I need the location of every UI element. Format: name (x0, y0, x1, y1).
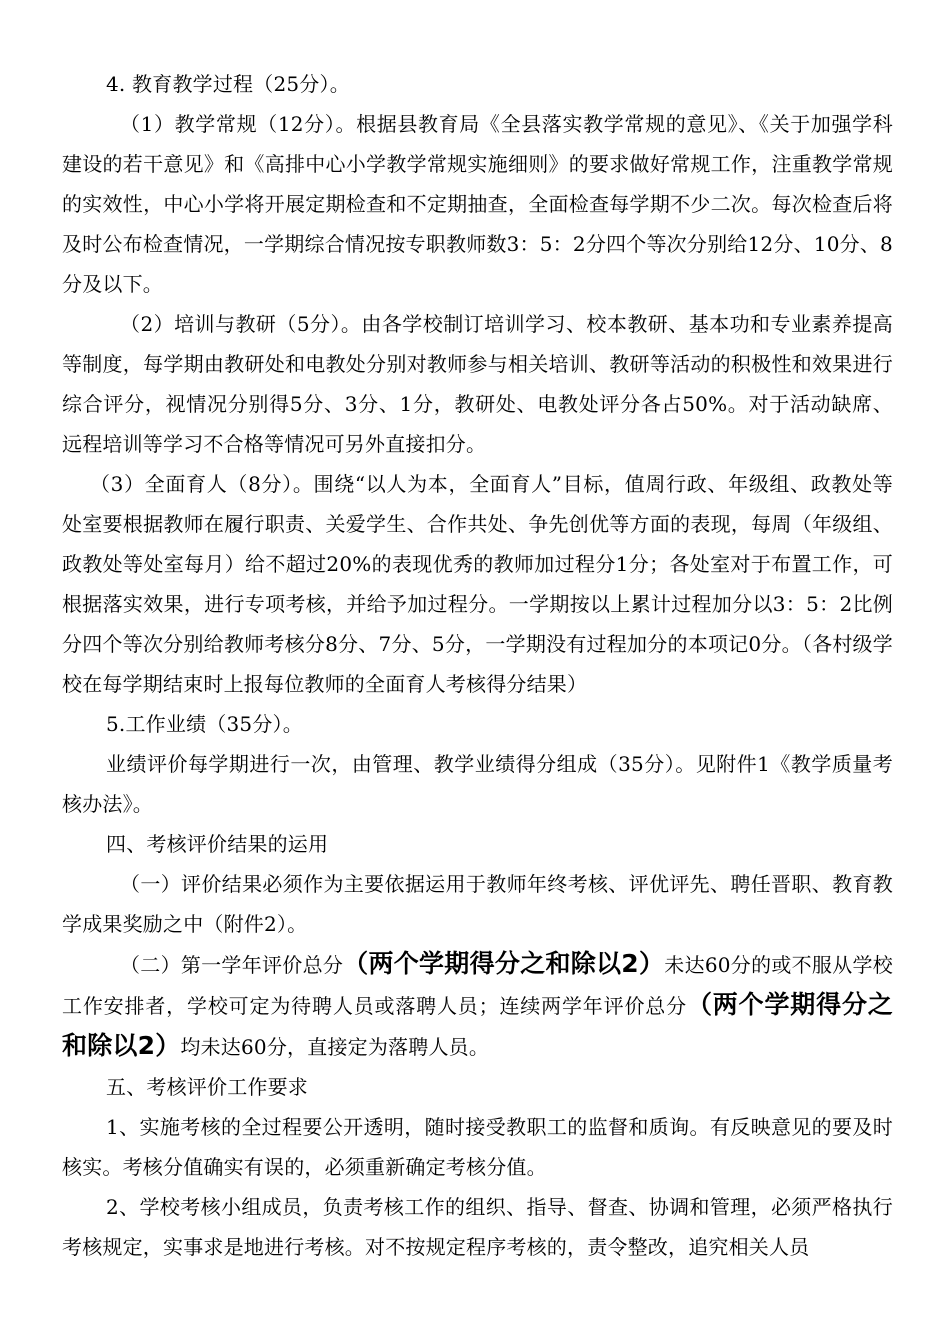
paragraph-all-round-education: （3）全面育人（8分）。围绕“以人为本，全面育人”目标，值周行政、年级组、政教处等处室要根据教师在履行职责、关爱学生、合作共处、争先创优等方面的表现，每周（年级组、政教处等处室每月）给不超过20%的表现优秀的教师加过程分1分；各处室对于布置工作，可根据落实效果，进行专项考核，并给予加过程分。一学期按以上累计过程加分以3：5：2比例分四个等次分别给教师考核分8分、7分、5分，一学期没有过程加分的本项记0分。（各村级学校在每学期结束时上报每位教师的全面育人考核得分结果） (62, 472, 893, 696)
document-page (62, 64, 893, 1267)
paragraph-requirement-2: 2、学校考核小组成员，负责考核工作的组织、指导、督查、协调和管理，必须严格执行考核规定，实事求是地进行考核。对不按规定程序考核的，责令整改，追究相关人员 (62, 1195, 893, 1259)
paragraph-first-year-score (62, 944, 893, 1067)
paragraph-training-research: （2）培训与教研（5分）。由各学校制订培训学习、校本教研、基本功和专业素养提高等制度，每学期由教研处和电教处分别对教师参与相关培训、教研等活动的积极性和效果进行综合评分，视情况分别得5分、3分、1分，教研处、电教处评分各占50%。对于活动缺席、远程培训等学习不合格等情况可另外直接扣分。 (62, 312, 893, 456)
heading-work-requirements: 五、考核评价工作要求 (106, 1075, 308, 1099)
emphasis-text: （两个学期得分之和除以2） (343, 949, 665, 978)
text-segment: （二）第一学年评价总分 (120, 953, 344, 977)
paragraph-requirement-1: 1、实施考核的全过程要公开透明，随时接受教职工的监督和质询。有反映意见的要及时核实。考核分值确实有误的，必须重新确定考核分值。 (62, 1115, 893, 1179)
heading-results-application: 四、考核评价结果的运用 (106, 832, 329, 856)
heading-teaching-process: 4. 教育教学过程（25分）。 (106, 72, 350, 96)
paragraph-results-basis: （一）评价结果必须作为主要依据运用于教师年终考核、评优评先、聘任晋职、教育教学成果奖励之中（附件2）。 (62, 872, 893, 936)
paragraph-performance-evaluation: 业绩评价每学期进行一次，由管理、教学业绩得分组成（35分）。见附件1《教学质量考核办法》。 (62, 752, 893, 816)
text-segment: 均未达60分，直接定为落聘人员。 (180, 1035, 490, 1059)
paragraph-teaching-routine: （1）教学常规（12分）。根据县教育局《全县落实教学常规的意见》、《关于加强学科建设的若干意见》和《高排中心小学教学常规实施细则》的要求做好常规工作，注重教学常规的实效性，中心小学将开展定期检查和不定期抽查，全面检查每学期不少二次。每次检查后将及时公布检查情况，一学期综合情况按专职教师数3：5：2分四个等次分别给12分、10分、8分及以下。 (62, 112, 893, 296)
emphasis-text: （两个学期得分之和除以2） (62, 990, 893, 1060)
heading-work-performance: 5.工作业绩（35分）。 (106, 712, 303, 736)
text-segment: 未达60分的或不服从学校工作安排者，学校可定为待聘人员或落聘人员；连续两学年评价总分 (62, 953, 893, 1018)
